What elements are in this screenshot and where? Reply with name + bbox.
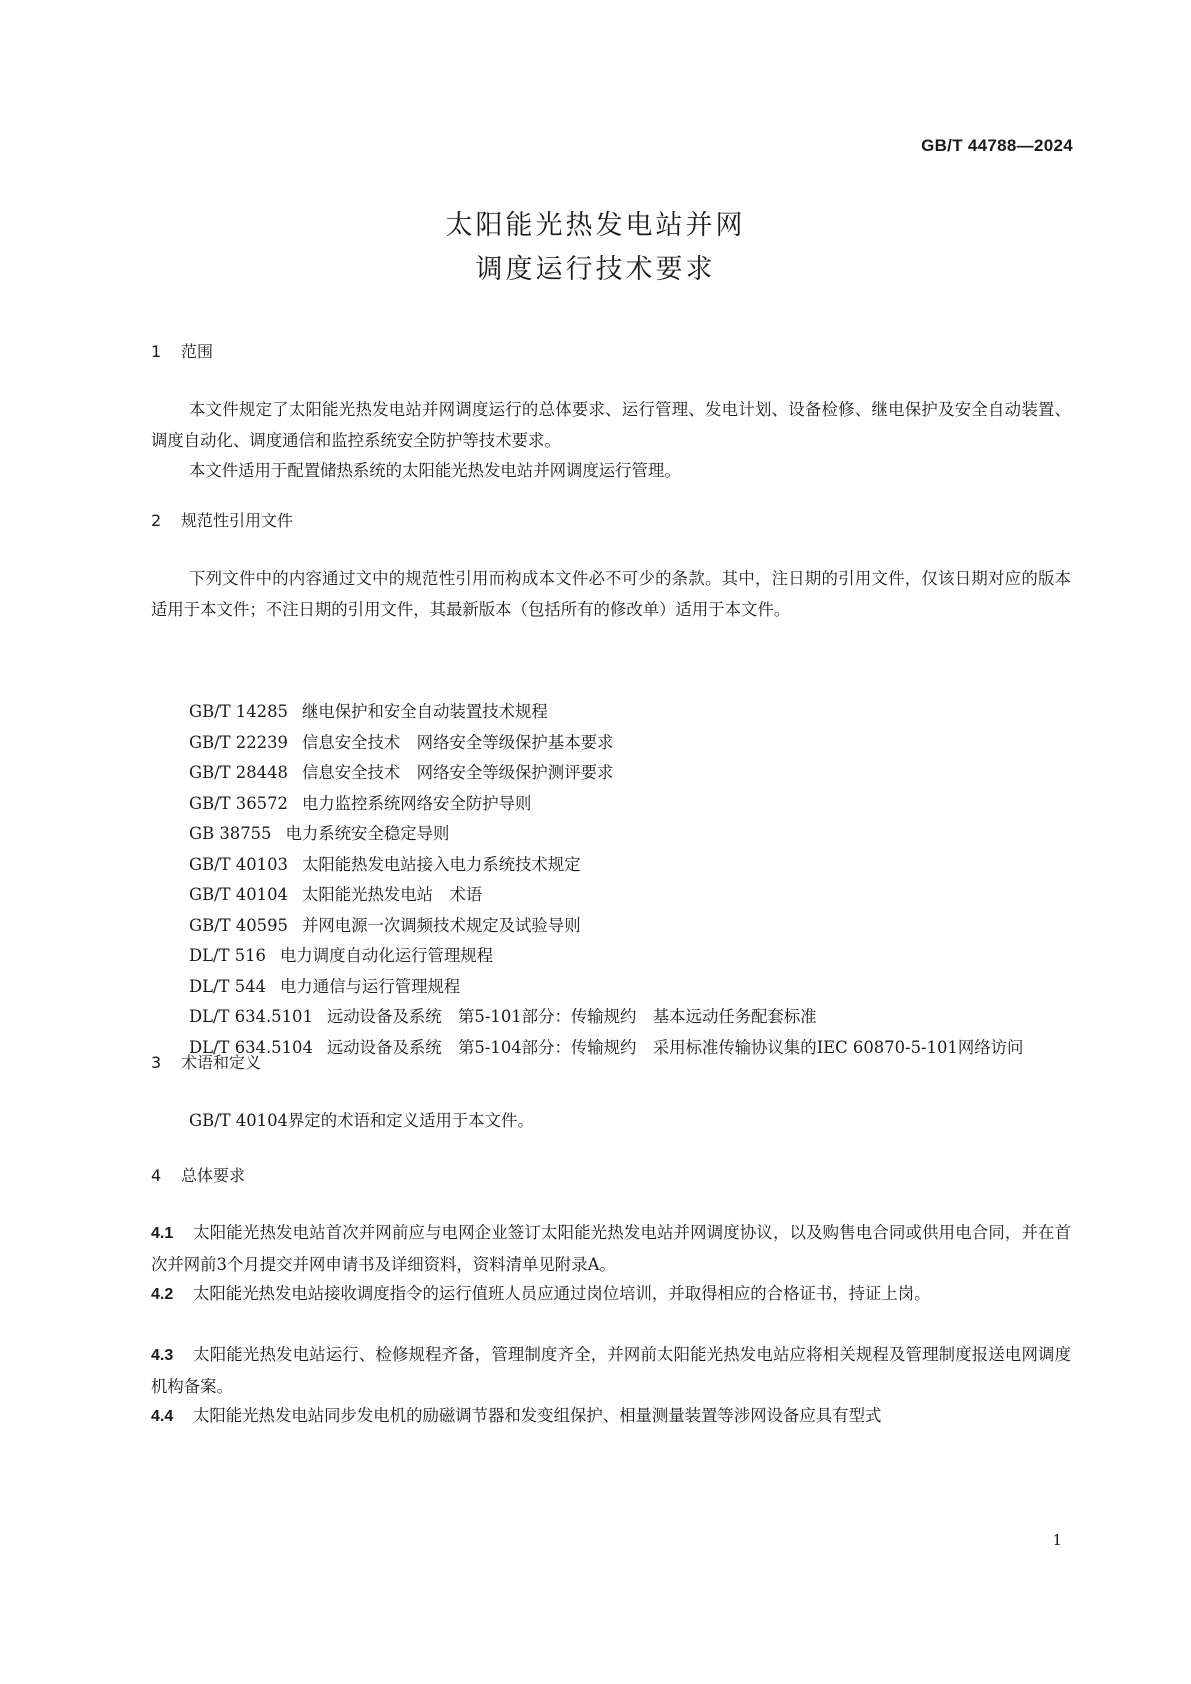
clause-text: 太阳能光热发电站首次并网前应与电网企业签订太阳能光热发电站并网调度协议，以及购售电合同或供用电合同，并在首次并网前3个月提交并网申请书及详细资料，资料清单见附录A。	[151, 1223, 1071, 1274]
section-heading-normative-refs	[151, 510, 293, 532]
section-number: 2	[151, 511, 162, 530]
clause-text: 太阳能光热发电站运行、检修规程齐备，管理制度齐全，并网前太阳能光热发电站应将相关规程及管理制度报送电网调度机构备案。	[151, 1345, 1071, 1396]
clause-number: 4.2	[151, 1286, 174, 1303]
reference-code: GB/T 28448	[189, 763, 288, 782]
reference-code: DL/T 516	[189, 946, 266, 965]
reference-item	[151, 972, 1071, 1003]
reference-code: DL/T 634.5101	[189, 1007, 313, 1026]
reference-code: GB 38755	[189, 824, 272, 843]
section-number: 1	[151, 342, 162, 361]
reference-list	[151, 697, 1071, 1063]
clause-number: 4.1	[151, 1225, 174, 1242]
reference-name: 电力通信与运行管理规程	[279, 976, 461, 996]
reference-item	[151, 789, 1071, 820]
reference-code: DL/T 634.5104	[189, 1037, 313, 1057]
section-heading-general	[151, 1165, 245, 1187]
section-heading-terms	[151, 1052, 261, 1074]
clause-4-2	[151, 1279, 1071, 1311]
section-title: 术语和定义	[181, 1053, 262, 1072]
clause-number: 4.4	[151, 1408, 174, 1425]
clause-number: 4.3	[151, 1347, 174, 1364]
page-number: 1	[1052, 1531, 1062, 1549]
reference-item	[151, 697, 1071, 728]
standard-code: GB/T 44788—2024	[921, 136, 1073, 155]
reference-item	[151, 819, 1071, 850]
normative-refs-intro: 下列文件中的内容通过文中的规范性引用而构成本文件必不可少的条款。其中，注日期的引用文件，仅该日期对应的版本适用于本文件；不注日期的引用文件，其最新版本（包括所有的修改单）适用于本文件。	[151, 569, 1071, 619]
reference-name: 远动设备及系统 第5-101部分：传输规约 基本远动任务配套标准	[326, 1007, 817, 1026]
reference-item	[151, 850, 1071, 881]
reference-name: 电力监控系统网络安全防护导则	[301, 793, 532, 813]
document-title-line-2: 调度运行技术要求	[475, 254, 716, 285]
reference-name: 电力系统安全稳定导则	[285, 824, 450, 843]
reference-item	[151, 941, 1071, 972]
reference-code: GB/T 40104	[189, 885, 288, 904]
scope-paragraph-2: 本文件适用于配置储热系统的太阳能光热发电站并网调度运行管理。	[189, 461, 681, 480]
section-number: 3	[151, 1053, 162, 1072]
reference-code: GB/T 40103	[189, 854, 288, 874]
reference-name: 电力调度自动化运行管理规程	[279, 946, 494, 965]
clause-4-3	[151, 1340, 1071, 1402]
reference-item	[151, 1033, 1071, 1064]
reference-code: GB/T 14285	[189, 702, 288, 721]
reference-name: 远动设备及系统 第5-104部分：传输规约 采用标准传输协议集的IEC 60870-5-101网络访问	[326, 1037, 1024, 1057]
section-heading-scope	[151, 341, 213, 363]
reference-code: GB/T 36572	[189, 793, 288, 813]
document-title-line-1: 太阳能光热发电站并网	[445, 210, 746, 241]
reference-name: 太阳能热发电站接入电力系统技术规定	[301, 854, 581, 874]
section-title: 规范性引用文件	[181, 511, 294, 530]
reference-item	[151, 1002, 1071, 1033]
reference-code: GB/T 22239	[189, 732, 288, 752]
reference-code: GB/T 40595	[189, 915, 288, 935]
clause-text: 太阳能光热发电站接收调度指令的运行值班人员应通过岗位培训，并取得相应的合格证书，持证上岗。	[193, 1284, 931, 1303]
reference-item	[151, 880, 1071, 911]
reference-name: 太阳能光热发电站 术语	[301, 885, 483, 904]
section-title: 总体要求	[181, 1166, 246, 1185]
clause-4-1	[151, 1218, 1071, 1280]
section-title: 范围	[181, 342, 214, 361]
clause-text: 太阳能光热发电站同步发电机的励磁调节器和发变组保护、相量测量装置等涉网设备应具有型式	[193, 1406, 882, 1425]
reference-item	[151, 911, 1071, 942]
reference-item	[151, 758, 1071, 789]
reference-code: DL/T 544	[189, 976, 266, 996]
reference-name: 继电保护和安全自动装置技术规程	[301, 702, 548, 721]
reference-item	[151, 728, 1071, 759]
reference-name: 信息安全技术 网络安全等级保护测评要求	[301, 763, 614, 782]
reference-name: 信息安全技术 网络安全等级保护基本要求	[301, 732, 614, 752]
section-number: 4	[151, 1166, 162, 1185]
reference-name: 并网电源一次调频技术规定及试验导则	[301, 915, 581, 935]
clause-4-4	[151, 1401, 1071, 1433]
terms-paragraph: GB/T 40104界定的术语和定义适用于本文件。	[189, 1111, 534, 1130]
scope-paragraph-1: 本文件规定了太阳能光热发电站并网调度运行的总体要求、运行管理、发电计划、设备检修、继电保护及安全自动装置、调度自动化、调度通信和监控系统安全防护等技术要求。	[151, 400, 1071, 450]
